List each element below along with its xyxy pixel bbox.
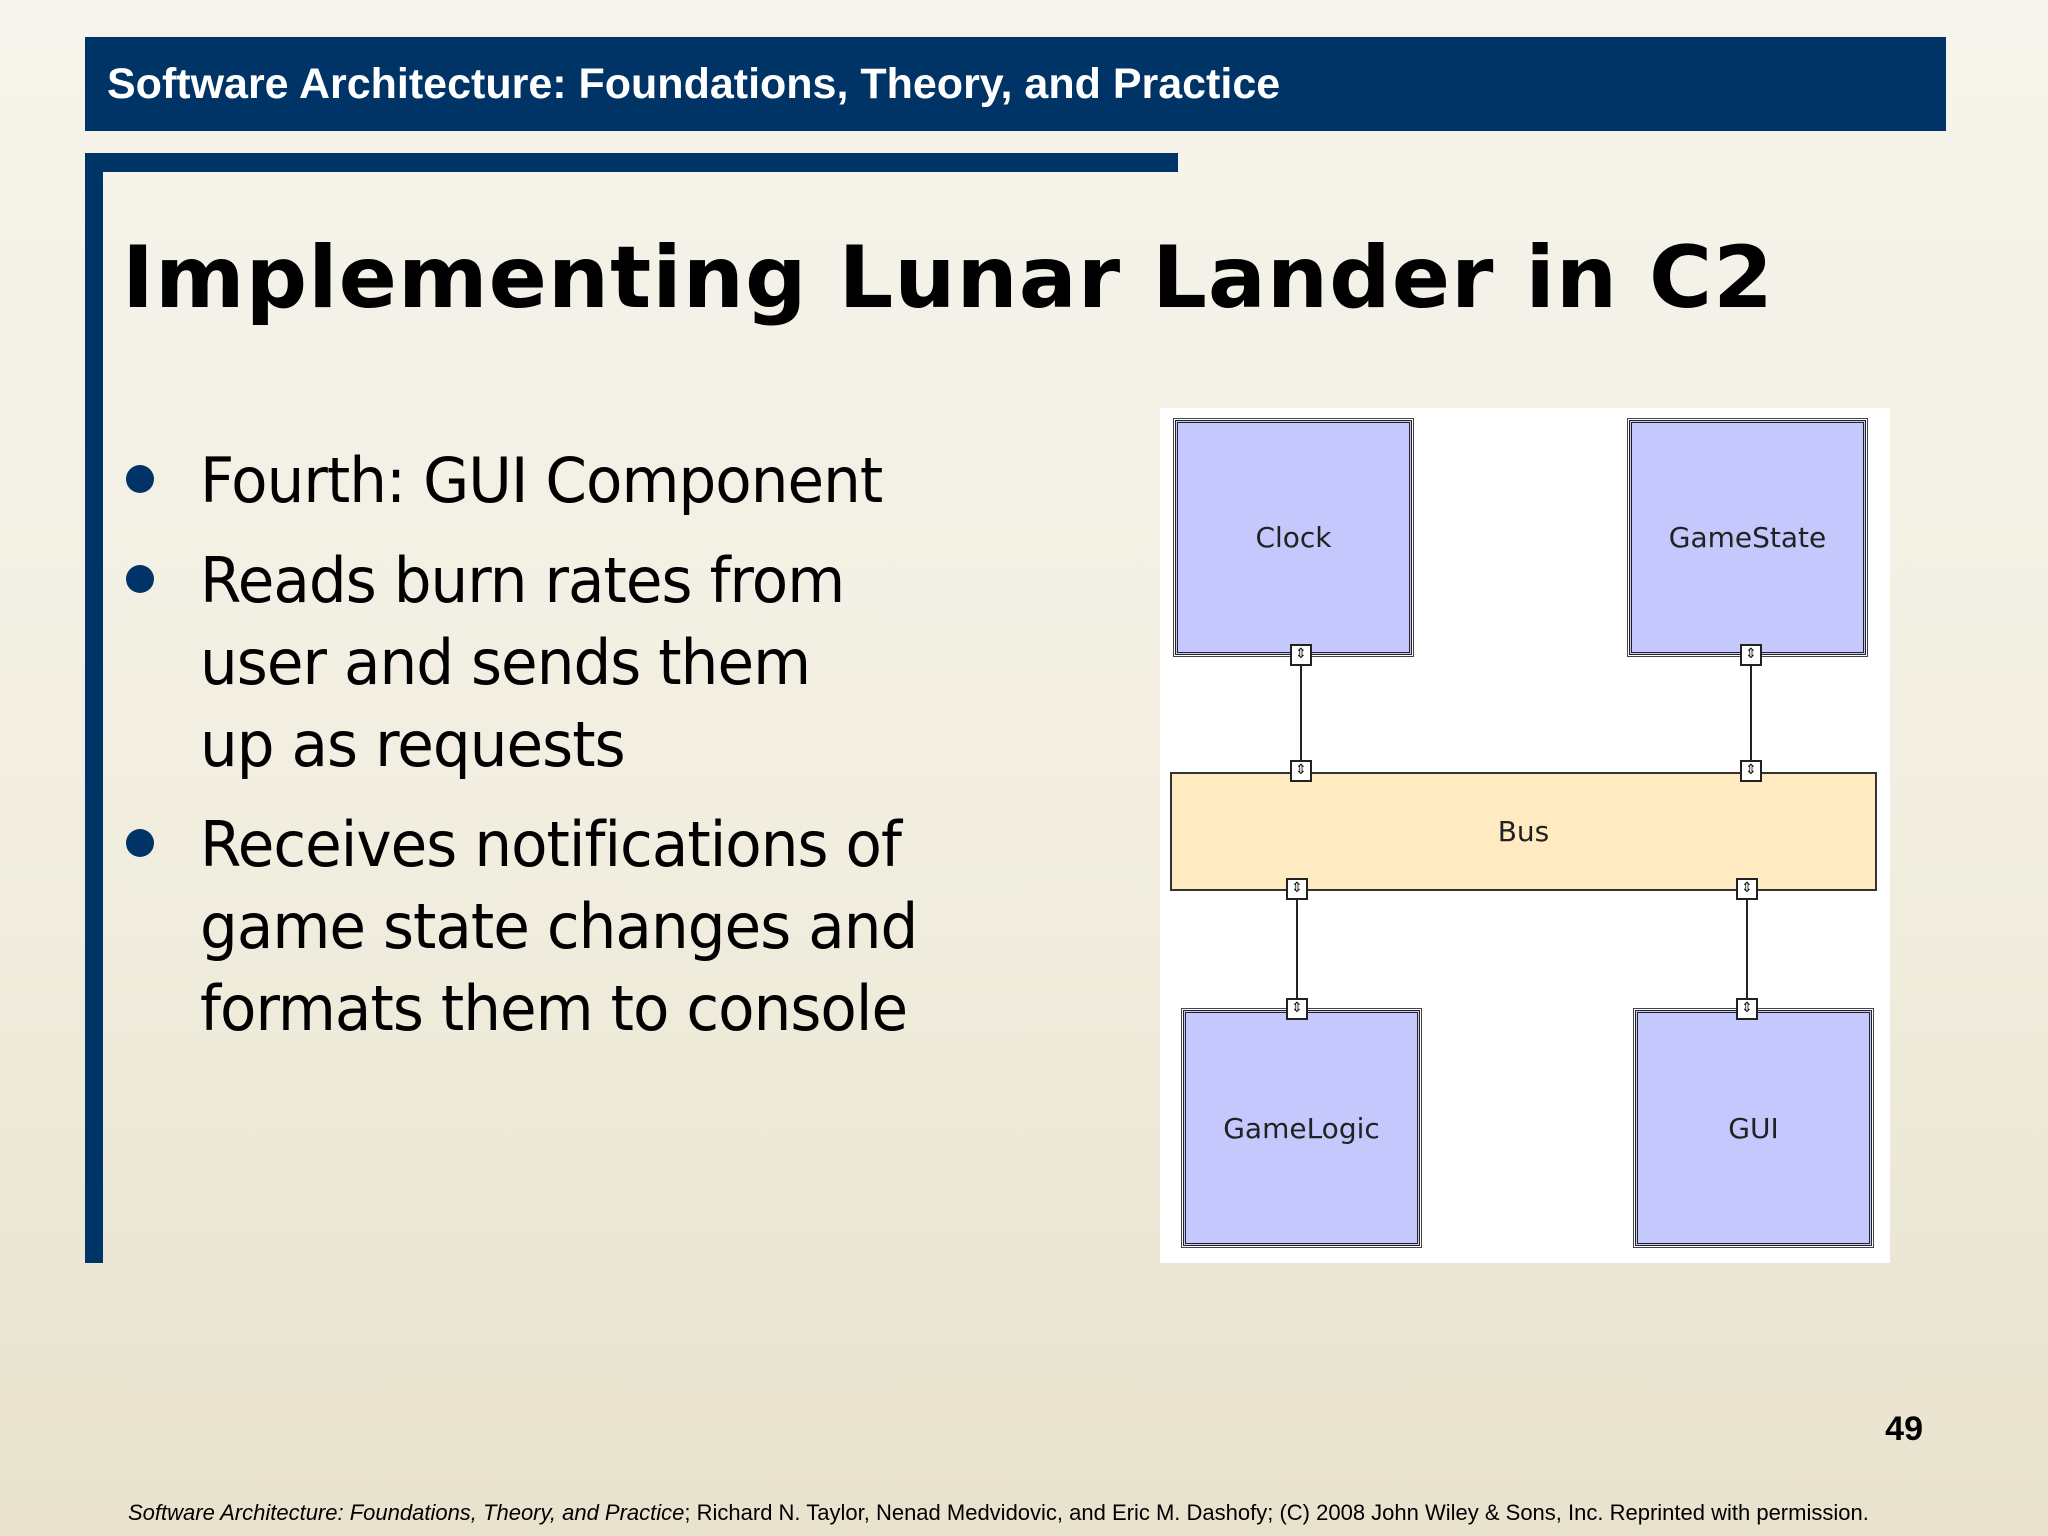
title-frame-top xyxy=(85,153,1178,172)
port-icon: ⇕ xyxy=(1740,760,1762,782)
bullet-dot-icon xyxy=(126,565,154,593)
bullet-dot-icon xyxy=(126,465,154,493)
c2-architecture-diagram xyxy=(1160,408,1890,1263)
bullet-text: Reads burn rates from user and sends them up as requests xyxy=(200,544,845,781)
header-title: Software Architecture: Foundations, Theory, and Practice xyxy=(107,60,1281,108)
bullet-text: Receives notifications of game state changes and formats them to console xyxy=(200,808,918,1045)
component-label: GameLogic xyxy=(1223,1111,1380,1145)
footer-book-title: Software Architecture: Foundations, Theory, and Practice xyxy=(128,1500,685,1525)
port-icon: ⇕ xyxy=(1286,878,1308,900)
footer-credits: ; Richard N. Taylor, Nenad Medvidovic, and Eric M. Dashofy; (C) 2008 John Wiley & Sons, Inc. Reprinted with permission. xyxy=(684,1500,1869,1525)
component-label: GameState xyxy=(1668,521,1827,554)
component-label: GUI xyxy=(1728,1111,1779,1145)
header-bar xyxy=(85,37,1946,131)
page-number: 49 xyxy=(1885,1410,1923,1448)
title-frame-left xyxy=(85,153,103,1263)
port-icon: ⇕ xyxy=(1286,998,1308,1020)
connector-bus-gui xyxy=(1746,890,1748,1008)
bullet-item xyxy=(120,540,890,786)
bullet-list xyxy=(120,440,1000,1068)
component-label: Clock xyxy=(1255,521,1332,554)
port-icon: ⇕ xyxy=(1736,998,1758,1020)
footer-citation xyxy=(128,1500,1869,1526)
connector-clock-bus xyxy=(1300,654,1302,770)
port-icon: ⇕ xyxy=(1736,878,1758,900)
component-clock[interactable] xyxy=(1175,420,1412,655)
component-gamelogic[interactable] xyxy=(1183,1010,1420,1246)
bullet-item xyxy=(120,440,960,522)
bullet-item xyxy=(120,804,980,1050)
port-icon: ⇕ xyxy=(1290,644,1312,666)
bullet-dot-icon xyxy=(126,829,154,857)
bus-label: Bus xyxy=(1497,815,1550,848)
connector-gamestate-bus xyxy=(1750,654,1752,770)
connector-bus[interactable] xyxy=(1170,772,1877,891)
port-icon: ⇕ xyxy=(1290,760,1312,782)
connector-bus-gamelogic xyxy=(1296,890,1298,1008)
component-gamestate[interactable] xyxy=(1629,420,1866,655)
slide-title: Implementing Lunar Lander in C2 xyxy=(122,228,1774,328)
bullet-text: Fourth: GUI Component xyxy=(200,444,883,517)
component-gui[interactable] xyxy=(1635,1010,1872,1246)
port-icon: ⇕ xyxy=(1740,644,1762,666)
